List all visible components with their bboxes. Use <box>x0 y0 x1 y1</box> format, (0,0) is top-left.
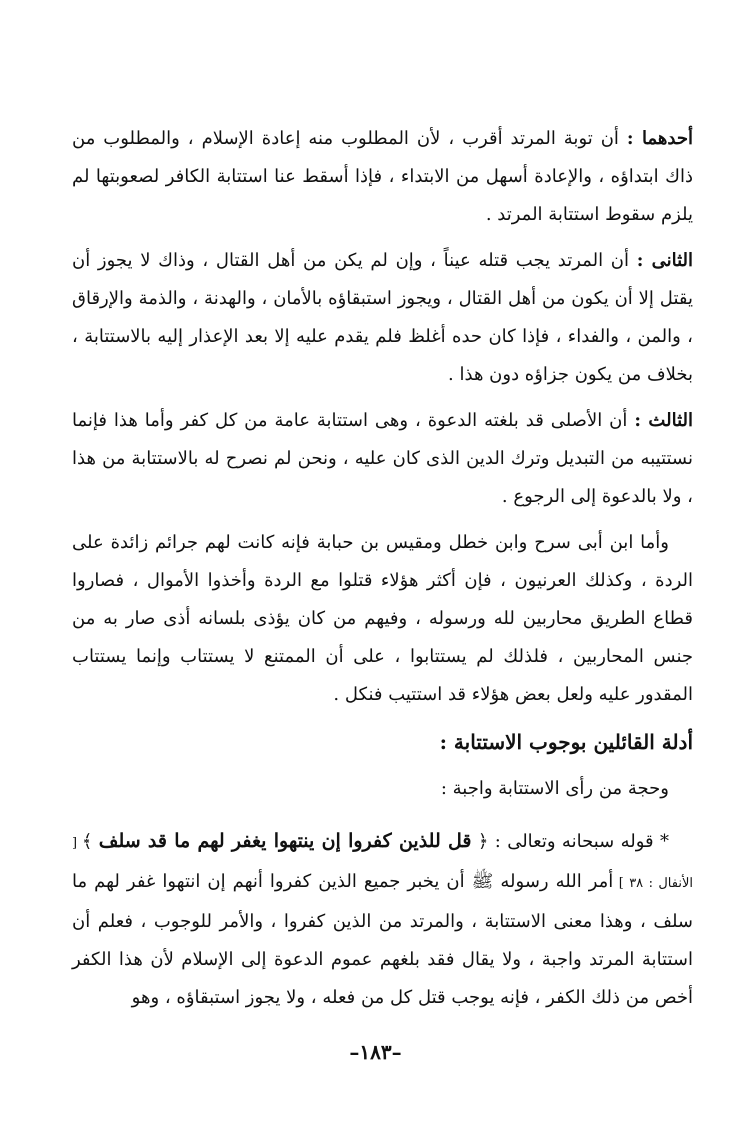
verse-close-bracket: ﴾ <box>81 831 99 852</box>
paragraph-fourth <box>72 524 693 714</box>
paragraph-third <box>72 402 693 516</box>
paragraph-text: أن المرتد يجب قتله عيناً ، وإن لم يكن من أهل القتال ، وذاك لا يجوز أن يقتل إلا أن يكون من أهل القتال ، ويجوز استبقاؤه بالأمان ، والهدنة ، والذمة والإرقاق ، والمن ، والفداء ، فإذا كان حده أغلظ فلم يقدم عليه إلا بعد الإعذار إليه بالاستتابة ، بخلاف من يكون جزاؤه دون هذا . <box>72 250 693 385</box>
evidence-paragraph <box>72 822 693 1017</box>
paragraph-lead: أحدهما : <box>626 128 693 149</box>
quran-reference: [ الأنفال : ٣٨ ] <box>72 836 693 891</box>
page-body <box>72 120 693 1085</box>
section-heading: أدلة القائلين بوجوب الاستتابة : <box>439 730 693 754</box>
section-intro: وحجة من رأى الاستتابة واجبة : <box>440 778 669 799</box>
evidence-text: أمر الله رسوله ﷺ أن يخبر جميع الذين كفروا أنهم إن انتهوا غفر لهم ما سلف ، وهذا معنى الاستتابة ، والمرتد من الذين كفروا ، والأمر للوجوب ، فعلم أن استتابة المرتد واجبة ، ولا يقال فقد بلغهم عموم الدعوة إلى الإسلام لأن هذا الكفر أخص من ذلك الكفر ، فإنه يوجب قتل كل من فعله ، ولا يجوز استبقاؤه ، وهو <box>72 871 693 1008</box>
paragraph-first <box>72 120 693 234</box>
paragraph-text: أن توبة المرتد أقرب ، لأن المطلوب منه إعادة الإسلام ، والمطلوب من ذاك ابتداؤه ، والإعادة أسهل من الابتداء ، فإذا أسقط عنا استتابة الكافر لصعوبتها لم يلزم سقوط استتابة المرتد . <box>72 128 693 225</box>
paragraph-second <box>72 242 693 394</box>
paragraph-text: أن الأصلى قد بلغته الدعوة ، وهى استتابة عامة من كل كفر وأما هذا فإنما نستتيبه من التبديل وترك الدين الذى كان عليه ، ونحن لم نصرح له بالاستتابة من هذا ، ولا بالدعوة إلى الرجوع . <box>72 410 693 507</box>
paragraph-lead: الثالث : <box>634 410 693 431</box>
evidence-prefix: * قوله سبحانه وتعالى : ﴿ <box>471 831 669 852</box>
paragraph-text: وأما ابن أبى سرح وابن خطل ومقيس بن حبابة فإنه كانت لهم جرائم زائدة على الردة ، وكذلك العرنيون ، فإن أكثر هؤلاء قتلوا مع الردة وأخذوا الأموال ، فصاروا قطاع الطريق محاربين لله ورسوله ، وفيهم من كان يؤذى بلسانه أذى صار به من جنس المحاربين ، فلذلك لم يستتابوا ، على أن الممتنع لا يستتاب وإنما يستتاب المقدور عليه ولعل بعض هؤلاء قد استتيب فنكل . <box>72 532 693 705</box>
quran-verse: قل للذين كفروا إن ينتهوا يغفر لهم ما قد سلف <box>98 830 472 852</box>
page-number: –١٨٣– <box>349 1040 402 1064</box>
paragraph-lead: الثانى : <box>636 250 693 271</box>
